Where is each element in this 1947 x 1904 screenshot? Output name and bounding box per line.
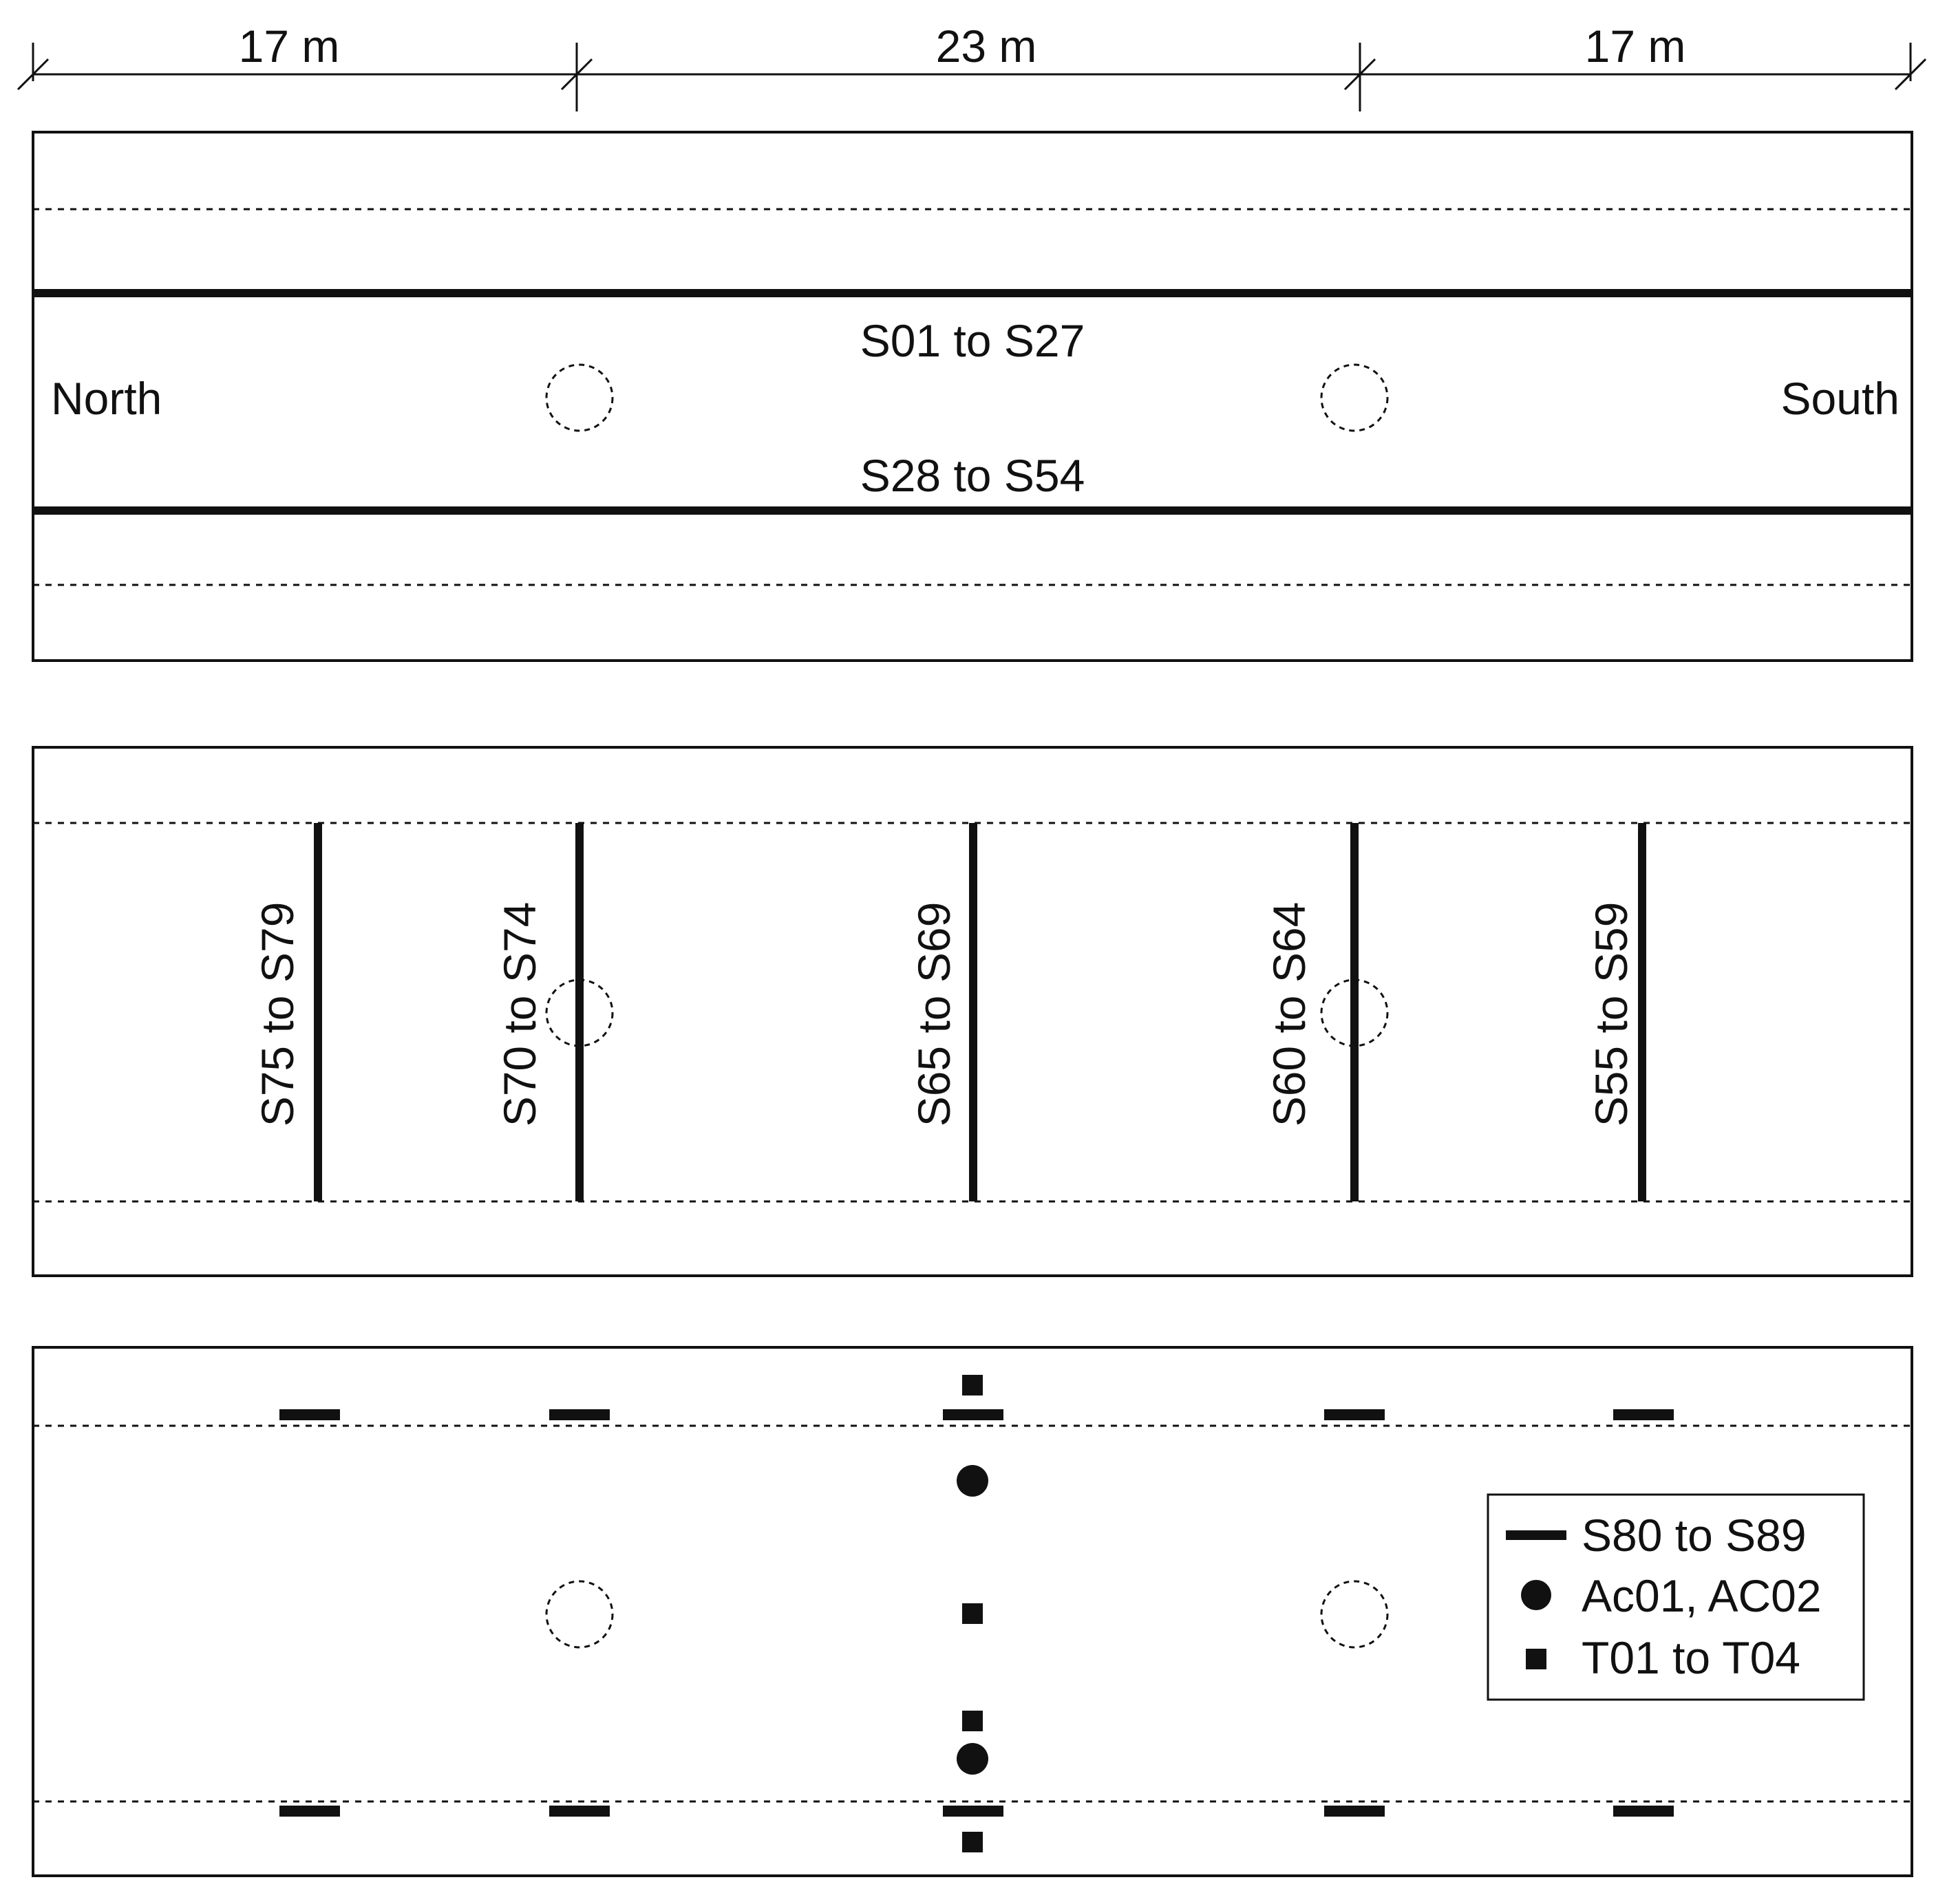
dimension-mid-span: 23 m — [935, 21, 1037, 72]
thermometer-marker — [962, 1375, 983, 1395]
legend-strain-gauge-label: S80 to S89 — [1582, 1510, 1807, 1561]
sensor-label-s60-s64: S60 to S64 — [1264, 901, 1315, 1127]
strain-gauge-marker — [943, 1409, 1003, 1420]
dimension-right-span: 17 m — [1584, 21, 1686, 72]
thermometer-marker — [962, 1603, 983, 1624]
legend-accelerometer-label: Ac01, AC02 — [1582, 1570, 1822, 1621]
strain-gauge-marker — [549, 1806, 610, 1817]
panel-bottom — [33, 1347, 1912, 1876]
strain-gauge-marker — [1324, 1409, 1385, 1420]
sensor-label-s55-s59: S55 to S59 — [1586, 901, 1637, 1127]
sensor-label-s28-s54: S28 to S54 — [860, 450, 1085, 501]
accelerometer-marker — [957, 1465, 988, 1497]
strain-gauge-marker — [943, 1806, 1003, 1817]
dimension-line — [18, 21, 1926, 111]
sensor-label-s70-s74: S70 to S74 — [494, 901, 545, 1127]
legend-thermometer-label: T01 to T04 — [1582, 1632, 1800, 1683]
legend-thermometer-swatch — [1526, 1649, 1546, 1669]
dimension-left-span: 17 m — [238, 21, 340, 72]
legend-strain-gauge-swatch — [1506, 1530, 1566, 1540]
thermometer-marker — [962, 1832, 983, 1852]
strain-gauge-marker — [1613, 1806, 1674, 1817]
panel-top — [33, 132, 1912, 661]
sensor-label-s75-s79: S75 to S79 — [252, 901, 303, 1127]
strain-gauge-marker — [1324, 1806, 1385, 1817]
strain-gauge-marker — [1613, 1409, 1674, 1420]
strain-gauge-marker — [279, 1409, 340, 1420]
strain-gauge-marker — [279, 1806, 340, 1817]
legend-accelerometer-swatch — [1521, 1580, 1551, 1610]
sensor-label-s65-s69: S65 to S69 — [908, 901, 959, 1127]
thermometer-marker — [962, 1711, 983, 1731]
panel-middle — [33, 747, 1912, 1276]
sensor-label-s01-s27: S01 to S27 — [860, 315, 1085, 366]
north-label: North — [51, 373, 162, 424]
south-label: South — [1780, 373, 1900, 424]
accelerometer-marker — [957, 1743, 988, 1775]
panel-top-frame — [33, 132, 1912, 661]
legend — [1488, 1495, 1864, 1700]
strain-gauge-marker — [549, 1409, 610, 1420]
